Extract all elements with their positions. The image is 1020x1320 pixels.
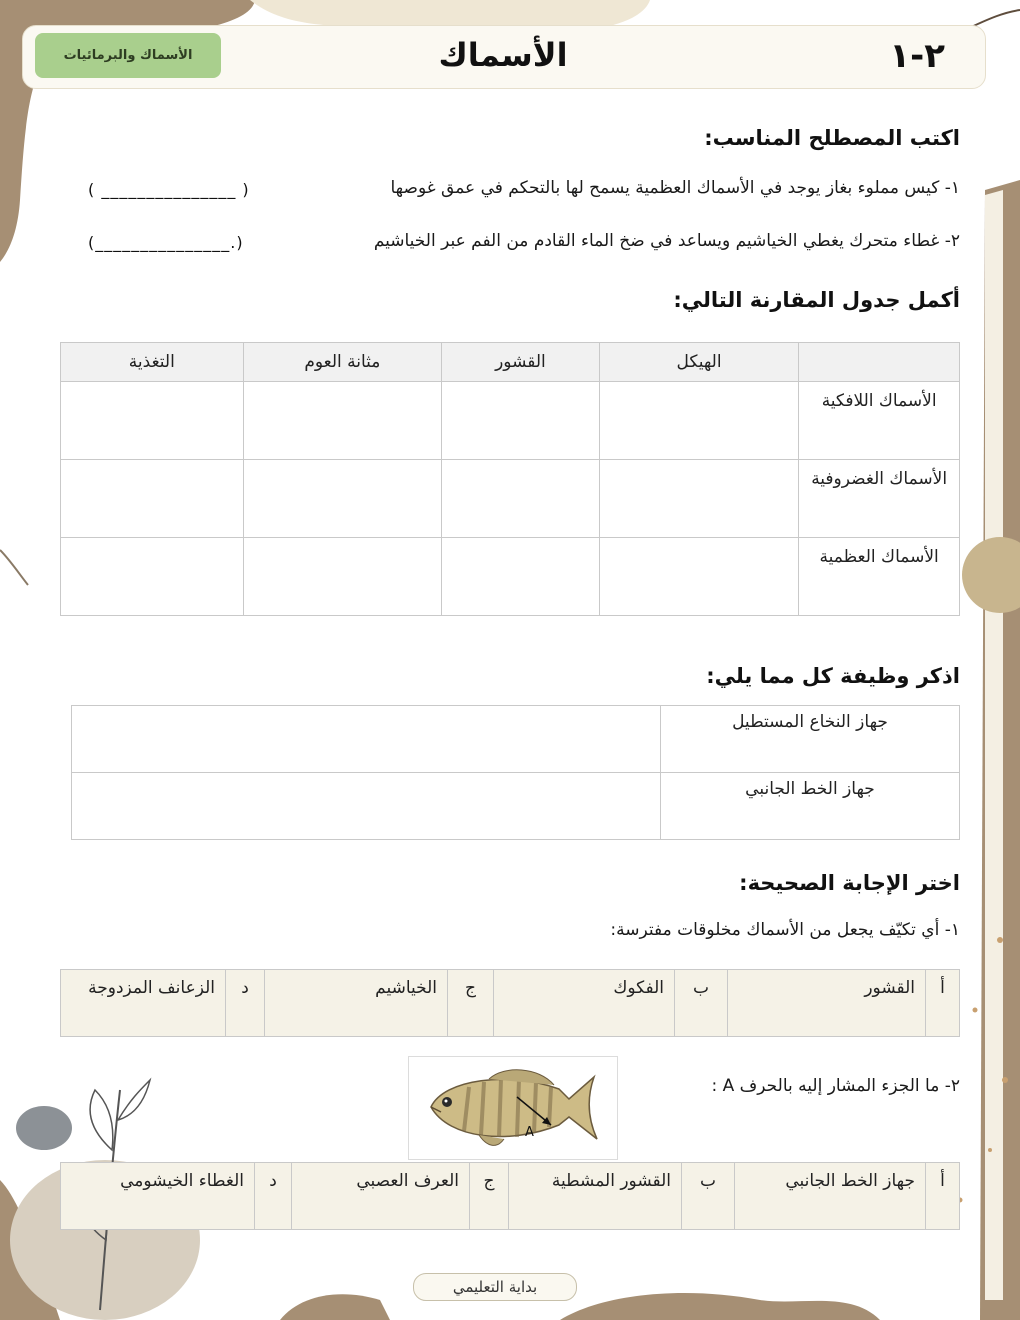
option-letter: د bbox=[255, 1163, 292, 1230]
option-letter: ج bbox=[470, 1163, 509, 1230]
answer-cell[interactable] bbox=[599, 460, 799, 538]
answer-cell[interactable] bbox=[72, 773, 661, 840]
mcq-options-1 bbox=[60, 969, 960, 1037]
row-label-cartilaginous-fish: الأسماك الغضروفية bbox=[799, 460, 960, 538]
table-row bbox=[72, 706, 960, 773]
footer-brand: بداية التعليمي bbox=[413, 1273, 577, 1301]
answer-cell[interactable] bbox=[442, 382, 600, 460]
terms-heading: اكتب المصطلح المناسب: bbox=[704, 126, 960, 150]
column-header-skeleton: الهيكل bbox=[599, 343, 799, 382]
comparison-heading: أكمل جدول المقارنة التالي: bbox=[673, 288, 960, 312]
chapter-tag: الأسماك والبرمائيات bbox=[35, 33, 221, 78]
answer-cell[interactable] bbox=[442, 460, 600, 538]
header-bar bbox=[22, 25, 986, 89]
column-header-feeding: التغذية bbox=[61, 343, 244, 382]
answer-cell[interactable] bbox=[442, 538, 600, 616]
mcq2-option-a[interactable]: جهاز الخط الجانبي bbox=[735, 1163, 926, 1230]
mcq1-option-d[interactable]: الزعانف المزدوجة bbox=[61, 970, 226, 1037]
row-label-jawless-fish: الأسماك اللافكية bbox=[799, 382, 960, 460]
mcq2-option-b[interactable]: القشور المشطية bbox=[509, 1163, 682, 1230]
page-title: الأسماك bbox=[438, 36, 568, 74]
option-letter: ج bbox=[448, 970, 494, 1037]
term-answer-blank-1[interactable]: ( _______________ ) bbox=[88, 180, 250, 199]
unit-number: ٢-١ bbox=[889, 36, 945, 76]
row-label-bony-fish: الأسماك العظمية bbox=[799, 538, 960, 616]
option-letter: ب bbox=[675, 970, 728, 1037]
answer-cell[interactable] bbox=[61, 538, 244, 616]
fish-figure bbox=[408, 1056, 618, 1160]
term-question-2: ٢- غطاء متحرك يغطي الخياشيم ويساعد في ضخ الماء القادم من الفم عبر الخياشيم bbox=[373, 231, 960, 251]
answer-cell[interactable] bbox=[243, 382, 442, 460]
option-letter: ب bbox=[682, 1163, 735, 1230]
table-row bbox=[61, 1163, 960, 1230]
comparison-header-row bbox=[61, 343, 960, 382]
mcq-question-2: ٢- ما الجزء المشار إليه بالحرف A : bbox=[711, 1076, 960, 1096]
option-letter: أ bbox=[926, 970, 960, 1037]
table-row bbox=[61, 538, 960, 616]
mcq-question-1: ١- أي تكيّف يجعل من الأسماك مخلوقات مفترسة: bbox=[610, 920, 960, 940]
answer-cell[interactable] bbox=[61, 382, 244, 460]
mcq-options-2 bbox=[60, 1162, 960, 1230]
answer-cell[interactable] bbox=[599, 382, 799, 460]
answer-cell[interactable] bbox=[61, 460, 244, 538]
answer-cell[interactable] bbox=[72, 706, 661, 773]
functions-heading: اذكر وظيفة كل مما يلي: bbox=[706, 664, 960, 688]
function-item-medulla: جهاز النخاع المستطيل bbox=[661, 706, 960, 773]
term-answer-blank-2[interactable]: (_______________.) bbox=[88, 233, 244, 252]
mcq-heading: اختر الإجابة الصحيحة: bbox=[739, 871, 960, 895]
function-item-lateral-line: جهاز الخط الجانبي bbox=[661, 773, 960, 840]
table-row bbox=[61, 382, 960, 460]
table-row bbox=[61, 460, 960, 538]
functions-table bbox=[71, 705, 960, 840]
mcq2-option-c[interactable]: العرف العصبي bbox=[292, 1163, 470, 1230]
comparison-corner-cell bbox=[799, 343, 960, 382]
mcq2-option-d[interactable]: الغطاء الخيشومي bbox=[61, 1163, 255, 1230]
answer-cell[interactable] bbox=[243, 538, 442, 616]
column-header-swim-bladder: مثانة العوم bbox=[243, 343, 442, 382]
answer-cell[interactable] bbox=[243, 460, 442, 538]
comparison-table bbox=[60, 342, 960, 616]
fish-illustration bbox=[409, 1057, 617, 1159]
table-row bbox=[61, 970, 960, 1037]
table-row bbox=[72, 773, 960, 840]
column-header-scales: القشور bbox=[442, 343, 600, 382]
term-question-1: ١- كيس مملوء بغاز يوجد في الأسماك العظمية يسمح لها بالتحكم في عمق غوصها bbox=[390, 178, 960, 198]
option-letter: د bbox=[226, 970, 265, 1037]
answer-cell[interactable] bbox=[599, 538, 799, 616]
figure-label-a: A bbox=[525, 1125, 534, 1140]
mcq1-option-b[interactable]: الفكوك bbox=[494, 970, 675, 1037]
option-letter: أ bbox=[926, 1163, 960, 1230]
mcq1-option-c[interactable]: الخياشيم bbox=[265, 970, 448, 1037]
mcq1-option-a[interactable]: القشور bbox=[728, 970, 926, 1037]
